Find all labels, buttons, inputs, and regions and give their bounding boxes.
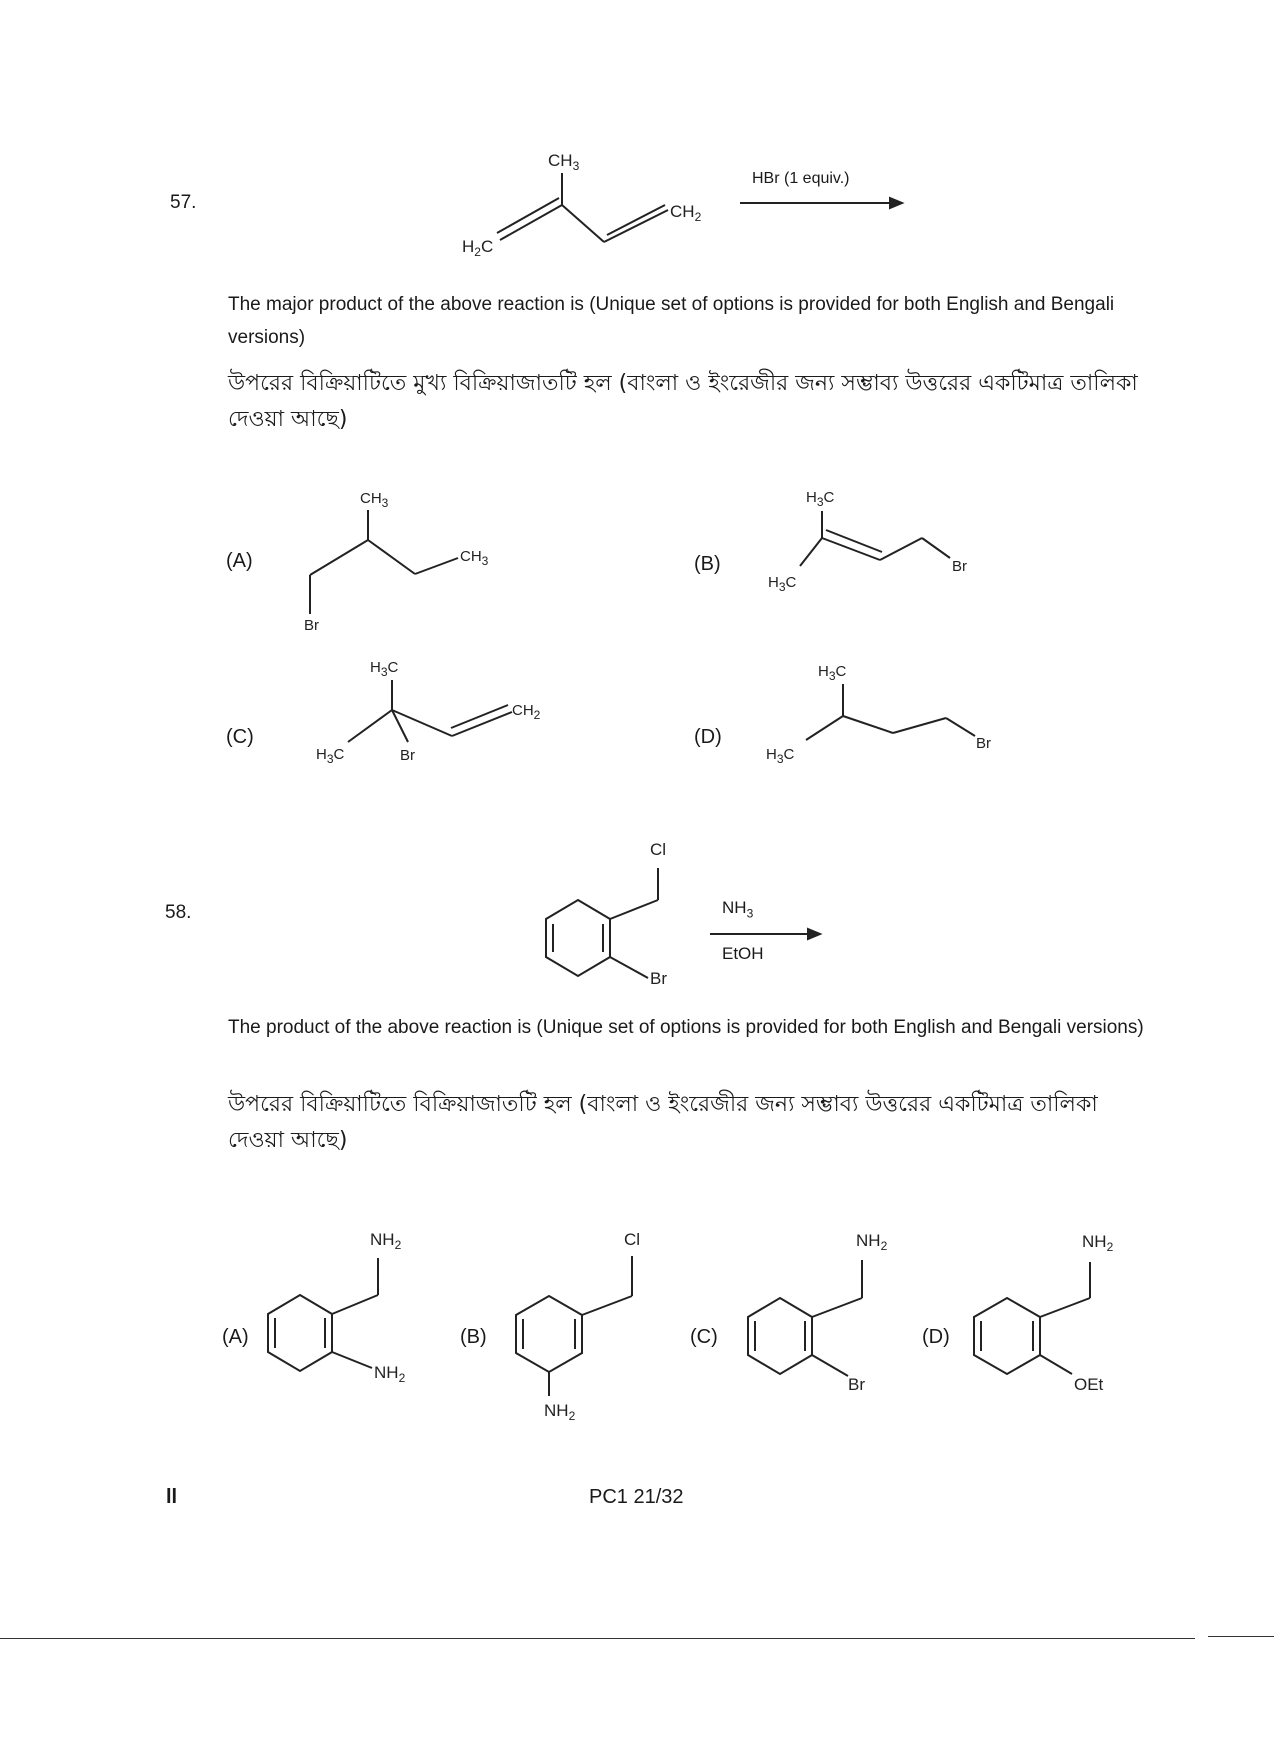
q58-reactant-structure [546,840,667,988]
svg-text:NH2: $NH_2$ [370,1230,402,1252]
q57-option-d-label: (D) [694,726,722,748]
svg-text:H3C: $H_3C$ [806,489,835,509]
svg-text:Br: Br [304,617,319,634]
q58-option-d-structure [974,1232,1114,1394]
q58-english-text: The product of the above reaction is (Unique set of options is provided for both English and Bengali versions) [228,1017,1144,1038]
q58-option-a-structure [268,1230,406,1385]
svg-text:CH3: $CH_3$ [360,490,389,510]
q57-option-c-structure [316,659,541,766]
question-58-number: 58. [165,902,192,923]
footer-page-label: PC1 21/32 [589,1486,684,1508]
q58-option-b-label: (B) [460,1326,487,1348]
svg-text:H3C: $H_3C$ [818,663,847,683]
q58-option-d-label: (D) [922,1326,950,1348]
svg-text:Cl: Cl [650,840,667,859]
q57-option-c-label: (C) [226,726,254,748]
svg-text:Cl: Cl [624,1230,641,1249]
q58-reaction-arrow [710,929,820,939]
svg-text:H3C: $H_3C$ [316,746,345,766]
q58-bengali-text: উপরের বিক্রিয়াটিতে বিক্রিয়াজাতটি হল (বাংলা ও ইংরেজীর জন্য সম্ভাব্য উত্তরের একটিমাত্র তালিকা দেওয়া আছে) [228,1092,1098,1153]
q57-reactant-structure [462,151,702,259]
q57-option-a-label: (A) [226,550,253,572]
q58-option-c-label: (C) [690,1326,718,1348]
q57-bengali-text: উপরের বিক্রিয়াটিতে মুখ্য বিক্রিয়াজাতটি হল (বাংলা ও ইংরেজীর জন্য সম্ভাব্য উত্তরের একটিমাত্র তালিকা দেওয়া আছে) [228,371,1138,432]
svg-text:CH3: $CH_3$ [460,548,489,568]
svg-text:OEt: OEt [1074,1375,1104,1394]
q57-option-b-label: (B) [694,553,721,575]
q57-option-a-structure [304,490,489,634]
question-57-number: 57. [170,192,197,213]
bottom-rule-right [1208,1636,1274,1637]
svg-text:Br: Br [952,558,967,575]
svg-text:CH2: $CH_2$ [512,702,541,722]
q57-option-d-structure [766,663,991,766]
svg-text:H3C: $H_3C$ [766,746,795,766]
svg-text:NH2: $NH_2$ [856,1231,888,1253]
q57-english-text: The major product of the above reaction is (Unique set of options is provided for both English and Bengali versions) [228,294,1115,348]
svg-text:H3C: $H_3C$ [768,574,797,594]
q58-option-a-label: (A) [222,1326,249,1348]
svg-text:NH2: $NH_2$ [374,1363,406,1385]
q57-reaction-arrow [740,198,902,208]
footer-left-mark: ll [166,1486,178,1508]
bottom-rule [0,1638,1195,1639]
svg-text:Br: Br [848,1375,865,1394]
q57-reagent-label: HBr (1 equiv.) [752,170,850,187]
svg-text:NH2: $NH_2$ [544,1401,576,1423]
svg-text:CH3: $CH_3$ [548,151,580,173]
q58-reagent-top: $NH_3$ [722,898,754,921]
svg-text:Br: Br [650,969,667,988]
svg-text:Br: Br [976,735,991,752]
svg-text:Br: Br [400,747,415,764]
q58-reagent-bottom: EtOH [722,944,764,963]
svg-text:H3C: $H_3C$ [370,659,399,679]
q58-option-b-structure [516,1230,640,1423]
svg-text:H2C: $H_2C$ [462,237,494,259]
q58-option-c-structure [748,1231,888,1394]
svg-text:NH2: $NH_2$ [1082,1232,1114,1254]
svg-text:CH2: $CH_2$ [670,202,702,224]
q57-option-b-structure [768,489,967,594]
